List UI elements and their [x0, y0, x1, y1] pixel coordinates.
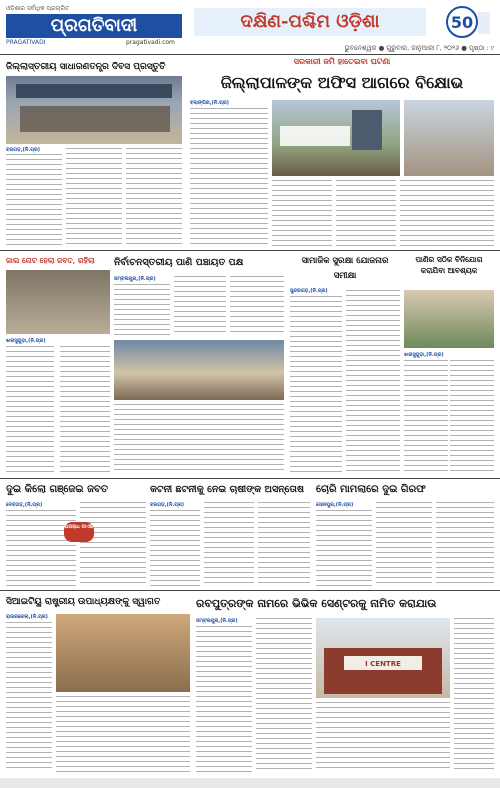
story2-text-col4: [400, 180, 494, 246]
story11-text-col1: [196, 626, 252, 772]
story3-headline[interactable]: ନିର୍ବାଚନସ୍ତରୀୟ ପାଣି ପଞ୍ଚାୟତ ପକ୍ଷ: [114, 257, 244, 268]
svg-text:50: 50: [450, 13, 474, 32]
story10-headline[interactable]: ସିଆଇଟିୟୁ ରାଷ୍ଟ୍ରୀୟ ଉପାଧ୍ୟକ୍ଷଙ୍କୁ ସ୍ୱାଗତ: [6, 597, 161, 607]
story8-text-col2: [204, 502, 254, 586]
story2-headline[interactable]: ଜିଲ୍ଲାପାଳଙ୍କ ଅଫିସ ଆଗରେ ବିକ୍ଷୋଭ: [220, 73, 464, 92]
story8-byline: ବରଗଡ଼,(ନି.ପ୍ର): [150, 502, 185, 508]
story6-byline: ଝାରସୁଗୁଡ଼ା,(ନି.ପ୍ର): [6, 338, 46, 344]
page-footer-bar: [0, 778, 500, 788]
story1-byline: ବରଗଡ଼,(ନି.ପ୍ର): [6, 147, 41, 153]
story3-text-col2: [174, 276, 226, 336]
story7-byline: ଦେବଗଡ଼,(ନି.ପ୍ର): [6, 502, 43, 508]
story2-text-col1: [190, 108, 268, 246]
story5-text-col1: [404, 360, 448, 474]
crime-diary-badge: ଅପରାଧ ଡାଏରି: [64, 522, 94, 542]
story9-byline: ସୋନପୁର,(ନି.ପ୍ର): [316, 502, 354, 508]
story2-byline: ବଲାଙ୍ଗିର,(ନି.ପ୍ର): [190, 100, 229, 106]
story3-byline: ସମ୍ବଲପୁର,(ନି.ପ୍ର): [114, 276, 156, 282]
story3-text-col3: [230, 276, 284, 336]
story9-text-col1: [316, 510, 372, 586]
story10-byline: ରାଉରକେଲା,(ନି.ପ୍ର): [6, 614, 48, 620]
story1-photo: [6, 76, 182, 144]
story3-text-col1: [114, 284, 170, 336]
story2-text-col3: [336, 180, 396, 246]
divider: [0, 250, 500, 251]
story7-text-col2: [80, 502, 146, 586]
story6-text-col2: [60, 346, 110, 474]
story6-headline[interactable]: ଜାଲ ନୋଟ ହେଲା ଜବତ, ରହିଲା: [6, 256, 95, 265]
story10-text-col1: [6, 622, 52, 772]
masthead: [0, 0, 500, 52]
story1-text-col1: [6, 154, 62, 246]
story5-photo: [404, 290, 494, 348]
story4-byline: ସୁନ୍ଦରଗଡ଼,(ନି.ପ୍ର): [290, 288, 328, 294]
story11-headline[interactable]: ରବପୁତ୍ରଙ୍କ ନାମରେ ଭିଭିକ ସେଣ୍ଟରକୁ ନାମିତ କରାଯାଉ: [196, 597, 437, 610]
masthead-tagline: ଓଡ଼ିଶାର ସର୍ବାଧିକ ପ୍ରଚାରିତ: [6, 5, 70, 12]
story11-photo-building: [316, 618, 450, 698]
story2-kicker: ସରକାରୀ ଜମି ହାତେଇବା ଘଟଣା: [190, 57, 494, 69]
story5-text-col2: [450, 360, 494, 474]
divider: [0, 590, 500, 591]
story3-photo: [114, 340, 284, 400]
story4-text-col1: [290, 296, 342, 474]
divider: [0, 478, 500, 479]
story11-text-col2: [256, 618, 312, 772]
story11-text-col4: [454, 618, 494, 772]
logo-subtitle: PRAGATIVADI: [6, 39, 46, 46]
story9-headline[interactable]: ଚୋରି ମାମଲାରେ ଦୁଇ ଗିରଫ: [316, 484, 426, 495]
story9-text-col2: [376, 502, 432, 586]
story7-headline[interactable]: ଦୁଇ କିଲୋ ଗଞ୍ଜେଇ ଜବତ: [6, 484, 108, 495]
centre-sign: I CENTRE: [365, 660, 401, 668]
story1-text-col2: [66, 148, 122, 246]
story3-text-bottom: [114, 404, 284, 474]
story4-text-col2: [346, 290, 400, 474]
story9-text-col3: [436, 502, 494, 586]
story8-text-col3: [258, 502, 310, 586]
website-url[interactable]: pragativadi.com: [126, 39, 175, 46]
story10-photo: [56, 614, 190, 692]
story6-text-col1: [6, 346, 54, 474]
story11-text-col3: [316, 702, 450, 772]
story1-headline-box: [6, 60, 182, 74]
story4-headline[interactable]: ସାମାଜିକ ସୁରକ୍ଷା ଯୋଜନାର ସମୀକ୍ଷା: [301, 256, 389, 281]
story10-text-col2: [56, 696, 190, 772]
story1-headline[interactable]: ଜିଲ୍ଲାସ୍ତରୀୟ ସାଧାରଣତନ୍ତ୍ର ଦିବସ ପ୍ରସ୍ତୁତି: [6, 62, 166, 72]
story2-photo-crowd: [404, 100, 494, 176]
story8-text-col1: [150, 510, 200, 586]
story11-byline: ସମ୍ବଲପୁର,(ନି.ପ୍ର): [196, 618, 238, 624]
story6-photo: [6, 270, 110, 334]
story1-text-col3: [126, 148, 182, 246]
dateline: ଭୁବନେଶ୍ୱର ● ଗୁରୁବାର, ଜାନୁଆରୀ ୮, ୨୦୨୬ ● ପୃଷ୍ଠା : ୯: [344, 44, 494, 52]
story2-text-col2: [272, 180, 332, 246]
story5-headline[interactable]: ପାଣିର ସଠିକ ବିନିଯୋଗ କରାଯିବା ଆବଶ୍ୟକ: [415, 255, 483, 275]
story2-photo-protest: [272, 100, 400, 176]
divider: [0, 54, 500, 55]
anniversary-emblem: [440, 4, 492, 44]
newspaper-logo[interactable]: ପ୍ରଗତିବାଦୀ: [6, 14, 182, 38]
story8-headline[interactable]: କଟନୀ ଛଟନୀକୁ ନେଇ ଚାଷୀଙ୍କ ଅସନ୍ତୋଷ: [150, 484, 305, 495]
story5-byline: ଝାରସୁଗୁଡ଼ା,(ନି.ପ୍ର): [404, 352, 444, 358]
edition-title: ଦକ୍ଷିଣ-ପଶ୍ଚିମ ଓଡ଼ିଶା: [194, 8, 426, 36]
story7-text-col1: [6, 510, 76, 586]
